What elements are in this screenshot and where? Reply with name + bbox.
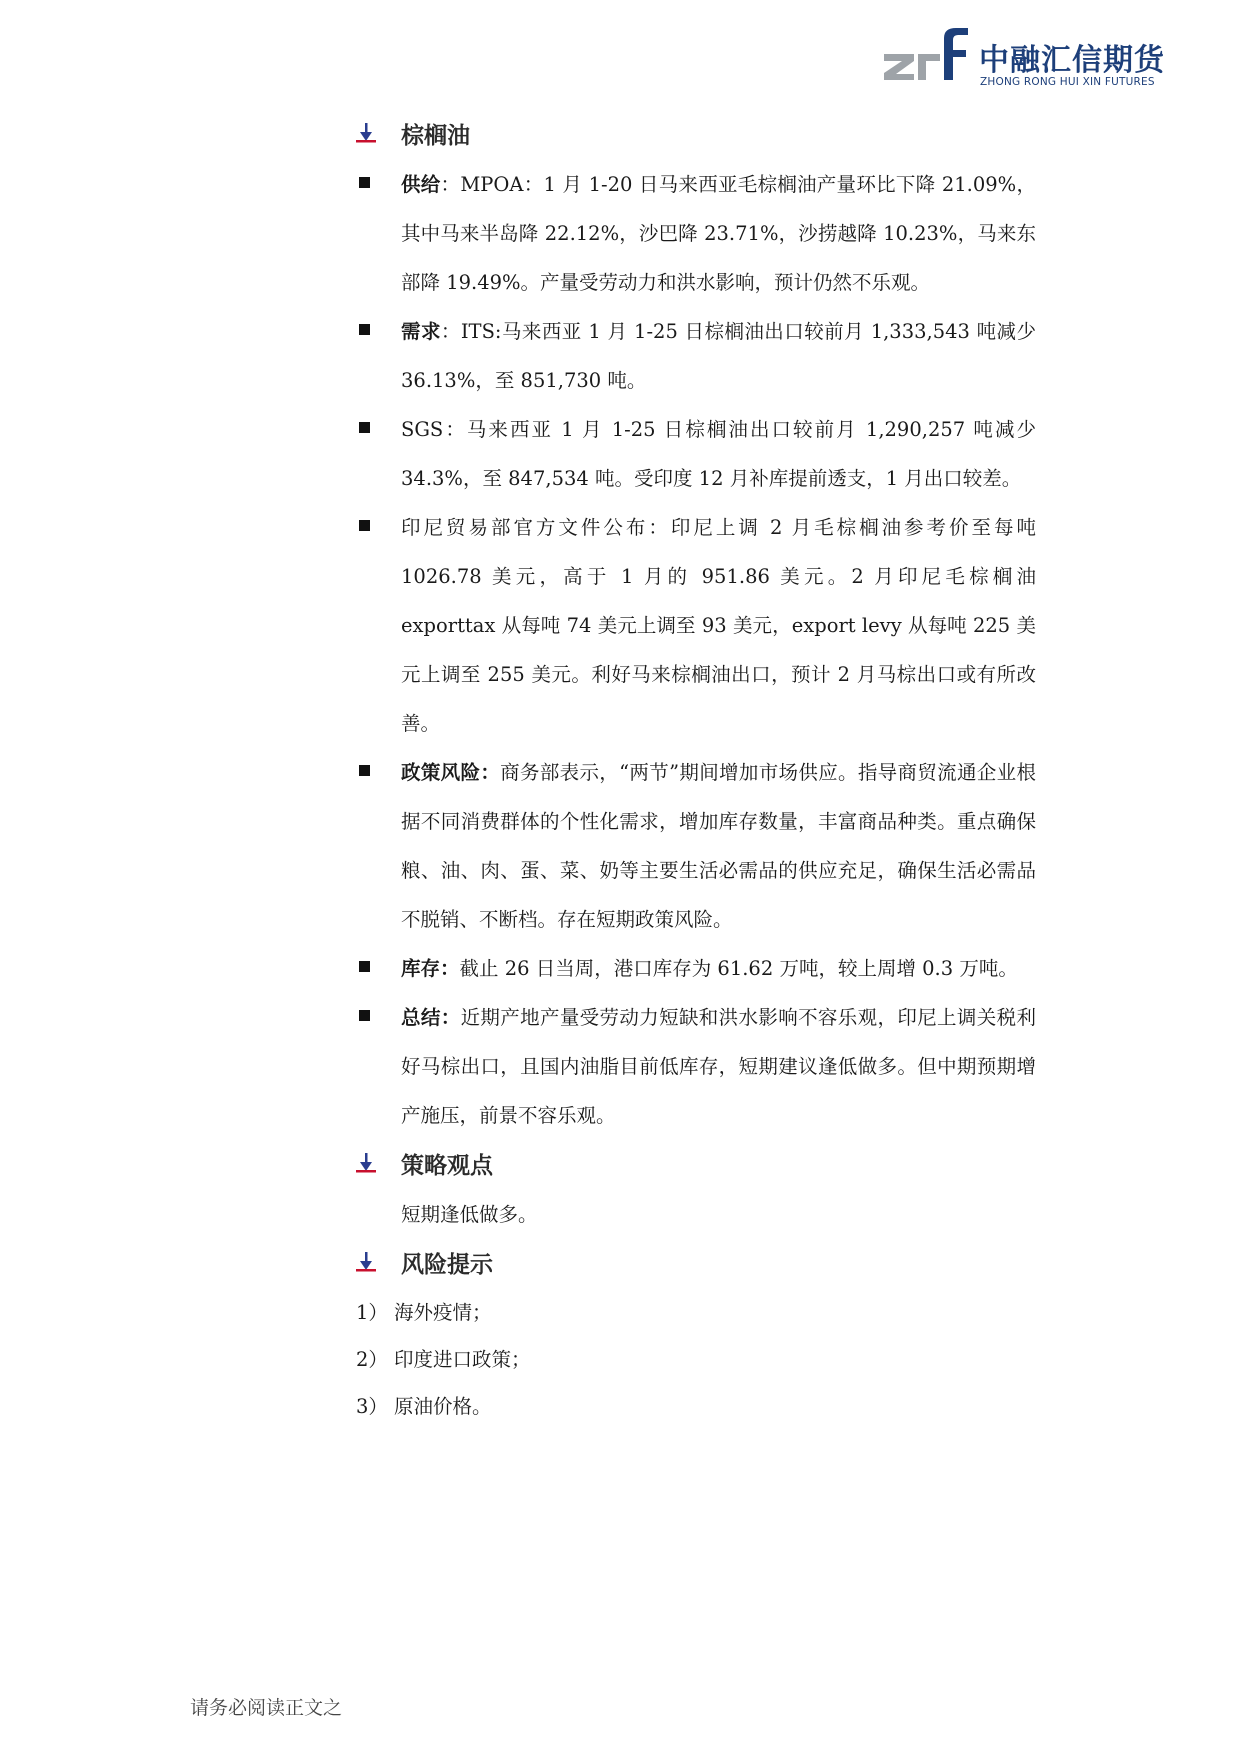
bullet-square-icon [359, 1010, 370, 1021]
inventory-text: 截止 26 日当周，港口库存为 61.62 万吨，较上周增 0.3 万吨。 [459, 957, 1018, 980]
summary-label: 总结： [401, 1006, 461, 1029]
bullet-square-icon [359, 324, 370, 335]
logo-english-name: ZHONG RONG HUI XIN FUTURES [980, 76, 1155, 88]
zrf-logo-mark [878, 26, 978, 90]
bullet-square-icon [359, 961, 370, 972]
section-title: 策略观点 [401, 1153, 493, 1179]
section-heading-risk [356, 1239, 1036, 1289]
bullet-inventory [356, 944, 1036, 993]
demand-label: 需求 [401, 320, 441, 343]
risk-item: 2） 印度进口政策； [356, 1348, 531, 1371]
section-arrow-icon [356, 123, 376, 145]
logo-chinese-name: 中融汇信期货 [979, 43, 1165, 78]
bullet-supply [356, 160, 1036, 307]
section-title: 棕榈油 [401, 123, 470, 149]
supply-label: 供给 [401, 173, 441, 196]
demand-text: ：ITS:马来西亚 1 月 1-25 日棕榈油出口较前月 1,333,543 吨减少 36.13%，至 851,730 吨。 [401, 320, 1036, 392]
section-heading-palm-oil [356, 110, 1036, 160]
bullet-indonesia [356, 503, 1036, 748]
section-title: 风险提示 [401, 1252, 493, 1278]
bullet-square-icon [359, 177, 370, 188]
footer-disclaimer: 请务必阅读正文之 [190, 1697, 343, 1719]
sgs-text: SGS：马来西亚 1 月 1-25 日棕榈油出口较前月 1,290,257 吨减少 34.3%，至 847,534 吨。受印度 12 月补库提前透支，1 月出口较差。 [401, 418, 1036, 490]
policy-text: 商务部表示，“两节”期间增加市场供应。指导商贸流通企业根据不同消费群体的个性化需求，增加库存数量，丰富商品种类。重点确保粮、油、肉、蛋、菜、奶等主要生活必需品的供应充足，确保生活必需品不脱销、不断档。存在短期政策风险。 [401, 761, 1036, 931]
company-logo [878, 26, 1168, 90]
section-arrow-icon [356, 1153, 376, 1175]
policy-label: 政策风险： [401, 761, 501, 784]
inventory-label: 库存： [401, 957, 460, 980]
bullet-demand [356, 307, 1036, 405]
indonesia-text: 印尼贸易部官方文件公布：印尼上调 2 月毛棕榈油参考价至每吨 1026.78 美元，高于 1 月的 951.86 美元。2 月印尼毛棕榈油 exporttax 从每吨 74 美元上调至 93 美元，export levy 从每吨 225 美元上调至 255 美元。利好马来棕榈油出口，预计 2 月马棕出口或有所改善。 [401, 516, 1036, 735]
bullet-square-icon [359, 765, 370, 776]
bullet-square-icon [359, 520, 370, 531]
summary-text: 近期产地产量受劳动力短缺和洪水影响不容乐观，印尼上调关税利好马棕出口，且国内油脂目前低库存，短期建议逢低做多。但中期预期增产施压，前景不容乐观。 [401, 1006, 1036, 1127]
bullet-sgs [356, 405, 1036, 503]
bullet-square-icon [359, 422, 370, 433]
section-heading-strategy [356, 1140, 1036, 1190]
strategy-text: 短期逢低做多。 [401, 1203, 538, 1226]
bullet-summary [356, 993, 1036, 1140]
risk-list [356, 1289, 1036, 1430]
risk-item: 3） 原油价格。 [356, 1395, 492, 1418]
bullet-policy-risk [356, 748, 1036, 944]
supply-text: ：MPOA：1 月 1-20 日马来西亚毛棕榈油产量环比下降 21.09%，其中马来半岛降 22.12%，沙巴降 23.71%，沙捞越降 10.23%，马来东部降 19.49%。产量受劳动力和洪水影响，预计仍然不乐观。 [401, 173, 1036, 294]
risk-item: 1） 海外疫情； [356, 1301, 492, 1324]
section-arrow-icon [356, 1252, 376, 1274]
report-body [356, 110, 1036, 1430]
